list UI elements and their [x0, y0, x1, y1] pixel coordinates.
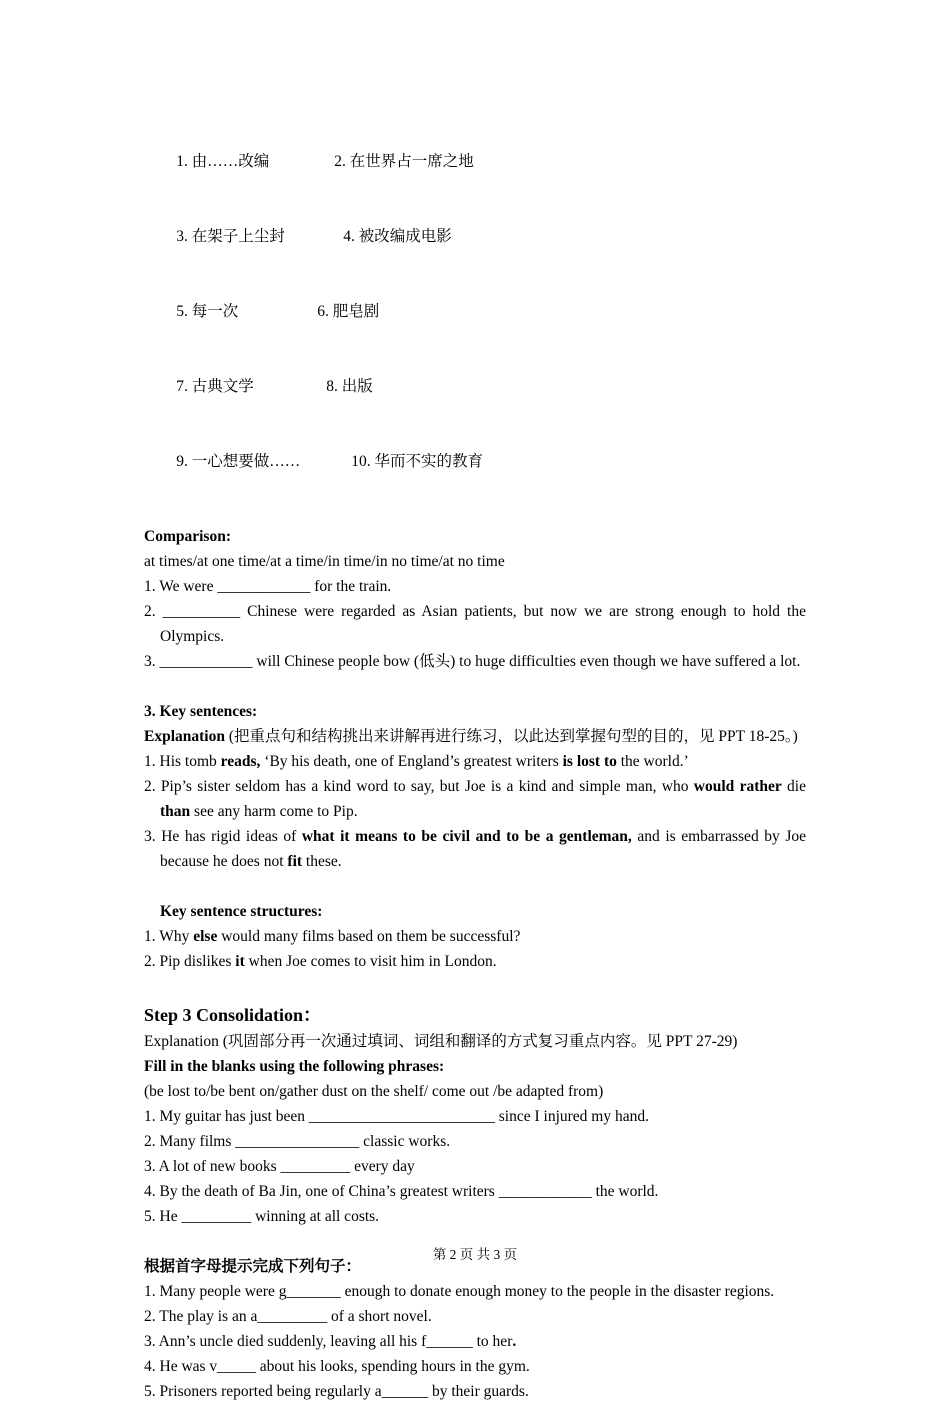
key-structures-heading: Key sentence structures:	[160, 903, 323, 920]
comparison-item: 1. We were ____________ for the train.	[144, 578, 392, 595]
phrase-item: 2. 在世界占一席之地	[334, 153, 474, 170]
phrase-item: 4. 被改编成电影	[343, 228, 452, 245]
letter-item: 4. He was v_____ about his looks, spending hours in the gym.	[144, 1358, 530, 1375]
phrase-row	[144, 274, 806, 349]
key-sentences-heading: 3. Key sentences:	[144, 703, 258, 720]
step3-explanation: Explanation (巩固部分再一次通过填词、词组和翻译的方式复习重点内容。见 PPT 27-29)	[144, 1033, 738, 1050]
fill-heading: Fill in the blanks using the following phrases:	[144, 1058, 445, 1075]
key-sentences-explanation	[144, 724, 806, 749]
phrase-item: 3. 在架子上尘封	[176, 228, 285, 245]
phrase-item: 1. 由……改编	[176, 153, 270, 170]
phrase-row	[144, 349, 806, 424]
key-structure: 1. Why else would many films based on them be successful?	[144, 928, 521, 945]
key-sentence: 3. He has rigid ideas of what it means to be civil and to be a gentleman, and is embarrassed by Joe because he does not fit these.	[144, 828, 810, 870]
phrase-item: 6. 肥皂剧	[317, 303, 380, 320]
fill-item: 4. By the death of Ba Jin, one of China’s greatest writers ____________ the world.	[144, 1183, 659, 1200]
fill-item: 2. Many films ________________ classic works.	[144, 1133, 451, 1150]
phrase-item: 10. 华而不实的教育	[351, 453, 484, 470]
fill-item: 5. He _________ winning at all costs.	[144, 1208, 380, 1225]
explanation-text: (把重点句和结构挑出来讲解再进行练习，以此达到掌握句型的目的，见 PPT 18-25。)	[224, 728, 798, 745]
step3-title: Step 3 Consolidation：	[144, 1005, 322, 1025]
phrase-item: 5. 每一次	[176, 303, 239, 320]
letter-heading: 根据首字母提示完成下列句子：	[144, 1258, 362, 1275]
comparison-heading: Comparison:	[144, 528, 231, 545]
comparison-item: 3. ____________ will Chinese people bow (低头) to huge difficulties even though we have suffered a lot.	[144, 653, 801, 670]
key-sentence: 2. Pip’s sister seldom has a kind word to say, but Joe is a kind and simple man, who would rather die than see any harm come to Pip.	[144, 778, 810, 820]
fill-options: (be lost to/be bent on/gather dust on the shelf/ come out /be adapted from)	[144, 1083, 604, 1100]
letter-item: 3. Ann’s uncle died suddenly, leaving all his f______ to her.	[144, 1333, 517, 1350]
page-footer: 第 2 页 共 3 页	[432, 1247, 518, 1262]
fill-item: 1. My guitar has just been ________________________ since I injured my hand.	[144, 1108, 649, 1125]
phrase-item: 7. 古典文学	[176, 378, 254, 395]
phrase-row	[144, 199, 806, 274]
phrase-item: 9. 一心想要做……	[176, 453, 301, 470]
explanation-label: Explanation	[144, 728, 225, 745]
key-sentence: 1. His tomb reads, ‘By his death, one of England’s greatest writers is lost to the world.’	[144, 753, 689, 770]
fill-item: 3. A lot of new books _________ every day	[144, 1158, 415, 1175]
letter-item: 5. Prisoners reported being regularly a______ by their guards.	[144, 1383, 529, 1400]
letter-item: 1. Many people were g_______ enough to donate enough money to the people in the disaster regions.	[144, 1283, 775, 1300]
letter-item: 2. The play is an a_________ of a short novel.	[144, 1308, 432, 1325]
comparison-item: 2. __________ Chinese were regarded as Asian patients, but now we are strong enough to hold the Olympics.	[144, 603, 810, 645]
phrase-list	[144, 124, 806, 499]
document-page	[144, 124, 810, 1404]
comparison-options: at times/at one time/at a time/in time/in no time/at no time	[144, 553, 505, 570]
phrase-row	[144, 424, 806, 499]
key-structure: 2. Pip dislikes it when Joe comes to visit him in London.	[144, 953, 497, 970]
phrase-item: 8. 出版	[326, 378, 373, 395]
phrase-row	[144, 124, 806, 199]
